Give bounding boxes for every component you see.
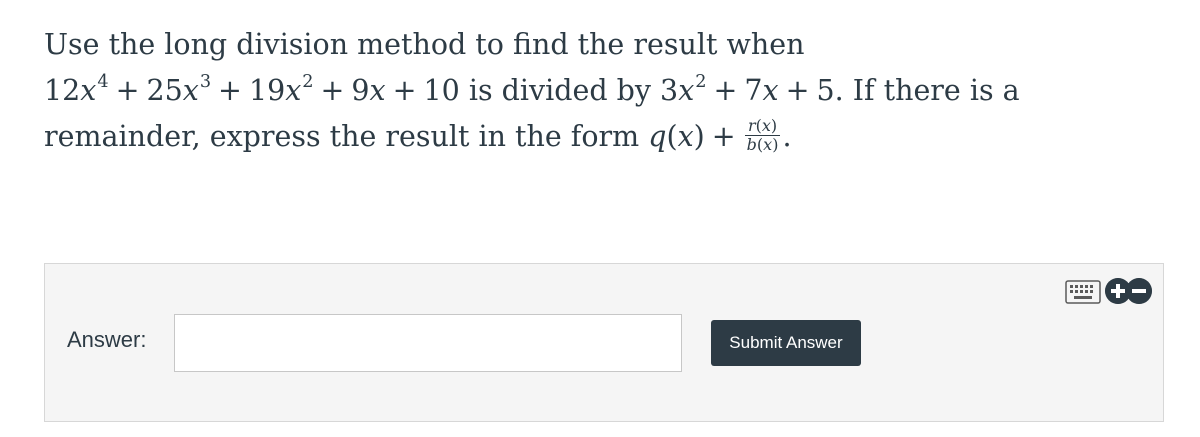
answer-label: Answer: xyxy=(67,327,147,352)
divided-by-text: is divided by xyxy=(468,74,651,107)
dividend-polynomial: $12x^4 + 25x^3 + 19x^2 + 9x + 10$ xyxy=(44,72,460,107)
divisor-polynomial: $3x^2 + 7x + 5$ xyxy=(660,72,835,107)
remainder-fraction: $\frac{r(x)}{b(x)}$ xyxy=(746,116,779,154)
answer-panel xyxy=(44,263,1164,422)
submit-answer-button[interactable]: Submit Answer xyxy=(711,320,861,366)
question-line-2: $12x^4 + 25x^3 + 19x^2 + 9x + 10$ is divided by $3x^2 + 7x + 5$. If there is a xyxy=(44,72,1020,107)
question-text xyxy=(44,22,1164,160)
result-form-text: remainder, express the result in the form xyxy=(44,120,640,153)
if-remainder-text: If there is a xyxy=(852,74,1020,107)
keyboard-icon[interactable] xyxy=(1065,280,1101,304)
question-intro-text: Use the long division method to find the result when xyxy=(44,28,805,61)
question-line-1 xyxy=(44,22,1164,68)
answer-input[interactable] xyxy=(174,314,682,372)
question-line-3 xyxy=(44,114,1164,160)
minus-circle-icon[interactable] xyxy=(1126,278,1152,304)
result-form-expression: q(x) + $\frac{r(x)}{b(x)}$ . xyxy=(648,116,792,154)
